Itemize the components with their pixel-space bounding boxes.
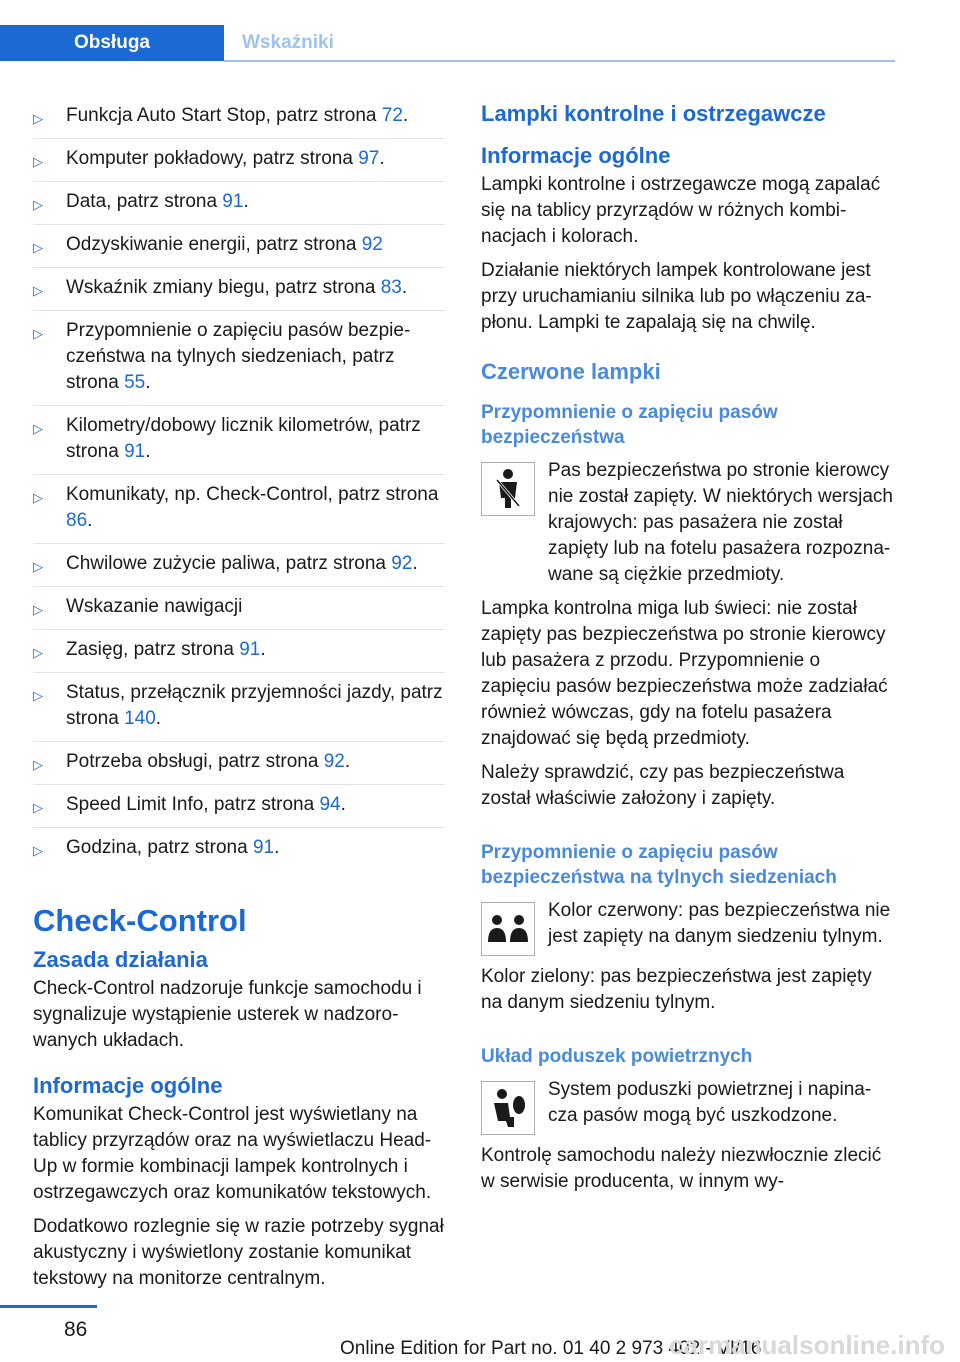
list-divider <box>33 405 445 406</box>
list-item-text: Komunikaty, np. Check-Control, patrz strona <box>66 484 439 505</box>
list-item-punctuation: . <box>145 441 151 462</box>
list-item-text: Odzyskiwanie energii, patrz strona <box>66 234 362 255</box>
list-item-text: Speed Limit Info, patrz strona <box>66 794 320 815</box>
right-column <box>481 100 893 1203</box>
triangle-right-icon: ▷ <box>33 843 43 858</box>
list-divider <box>33 224 445 225</box>
list-divider <box>33 543 445 544</box>
seatbelt-warning-icon <box>481 462 535 516</box>
page-reference-link[interactable]: 55 <box>124 372 146 393</box>
page-reference-link[interactable]: 92 <box>361 234 383 255</box>
list-item-punctuation: . <box>243 191 249 212</box>
list-divider <box>33 586 445 587</box>
list-divider <box>33 827 445 828</box>
list-divider <box>33 629 445 630</box>
list-item <box>33 591 445 623</box>
list-item <box>33 634 445 666</box>
page-number: 86 <box>64 1318 88 1341</box>
lampki-info-paragraph-1: Lampki kontrolne i ostrzegawcze mogą zapalać się na tablicy przyrządów w różnych kombinacjach i kolorach. <box>481 174 881 247</box>
triangle-right-icon: ▷ <box>33 111 43 126</box>
belt-row <box>481 458 893 588</box>
list-item <box>33 548 445 580</box>
triangle-right-icon: ▷ <box>33 757 43 772</box>
list-item-text: Wskazanie nawigacji <box>66 596 243 617</box>
page-reference-link[interactable]: 140 <box>124 708 156 729</box>
belt-title: Przypomnienie o zapięciu pasów bezpieczeństwa <box>481 402 778 448</box>
list-item-punctuation: . <box>274 837 280 858</box>
list-item-punctuation: . <box>401 277 408 298</box>
rear-belt-row <box>481 898 893 956</box>
triangle-right-icon: ▷ <box>33 800 43 815</box>
page-reference-link[interactable]: 72 <box>381 105 403 126</box>
list-item-text: Godzina, patrz strona <box>66 837 253 858</box>
triangle-right-icon: ▷ <box>33 154 43 169</box>
list-divider <box>33 741 445 742</box>
tab-wskazniki[interactable]: Wskaźniki <box>224 25 353 61</box>
list-item-text: Przypomnienie o zapięciu pasów bezpieczeństwa na tylnych siedzeniach, patrz strona <box>66 320 411 393</box>
list-divider <box>33 181 445 182</box>
list-item-punctuation: . <box>87 510 93 531</box>
subsection-title-red: Czerwone lampki <box>481 359 661 384</box>
tab-obsluga[interactable]: Obsługa <box>0 25 224 61</box>
section-title-check-control: Check-Control <box>33 903 247 938</box>
triangle-right-icon: ▷ <box>33 645 43 660</box>
list-divider <box>33 672 445 673</box>
edition-text: Online Edition for Part no. 01 40 2 973 402 - VI/16 <box>340 1338 762 1359</box>
list-item-text: Funkcja Auto Start Stop, patrz strona <box>66 105 382 126</box>
list-item-punctuation: . <box>340 794 346 815</box>
zasada-text: Check-Control nadzoruje funkcje samochodu i sygnalizuje wystąpienie usterek w nadzorowanych układach. <box>33 978 422 1051</box>
left-column <box>33 100 445 1300</box>
list-divider <box>33 310 445 311</box>
lampki-info-paragraph-2: Działanie niektórych lampek kontrolowane jest przy uruchamianiu silnika lub po włączeniu zapłonu. Lampki te zapalają się na chwilę. <box>481 260 872 333</box>
list-item <box>33 410 445 468</box>
list-item-punctuation: . <box>145 372 151 393</box>
list-item <box>33 143 445 175</box>
list-item-punctuation: . <box>379 148 385 169</box>
airbag-warning-icon <box>481 1081 535 1135</box>
list-item-text: Zasięg, patrz strona <box>66 639 240 660</box>
list-item-text: Status, przełącznik przyjemności jazdy, patrz strona <box>66 682 443 729</box>
list-divider <box>33 267 445 268</box>
triangle-right-icon: ▷ <box>33 421 43 436</box>
list-item-punctuation: . <box>260 639 266 660</box>
list-item <box>33 315 445 399</box>
info-paragraph-2: Dodatkowo rozlegnie się w razie potrzeby sygnał akustyczny i wyświetlony zostanie komunikat tekstowy na monitorze centralnym. <box>33 1216 444 1289</box>
triangle-right-icon: ▷ <box>33 283 43 298</box>
indicator-list <box>33 100 445 864</box>
list-item-text: Potrzeba obsługi, patrz strona <box>66 751 324 772</box>
airbag-row <box>481 1077 893 1135</box>
belt-paragraph-2: Lampka kontrolna miga lub świeci: nie został zapięty pas bezpieczeństwa po stronie kierowcy lub pasażera z przodu. Przypomnienie o zapięciu pasów bezpieczeństwa może zadziałać również wówczas, gdy na fotelu pasażera znajdować się będą przedmioty. <box>481 598 888 749</box>
list-item-punctuation: . <box>344 751 351 772</box>
list-item <box>33 186 445 218</box>
page-reference-link[interactable]: 83 <box>380 277 402 298</box>
header-tabs <box>0 25 353 61</box>
subsection-title-zasada: Zasada działania <box>33 947 208 972</box>
page-reference-link[interactable]: 86 <box>66 510 88 531</box>
watermark: carmanualsonline.info <box>669 1330 945 1360</box>
list-item-text: Data, patrz strona <box>66 191 223 212</box>
subsection-title-info-right: Informacje ogólne <box>481 143 671 168</box>
list-item-text: Wskaźnik zmiany biegu, patrz strona <box>66 277 381 298</box>
page-reference-link[interactable]: 92 <box>323 751 345 772</box>
list-item <box>33 832 445 864</box>
belt-paragraph-1: Pas bezpieczeństwa po stronie kierowcy nie został zapięty. W niektórych wersjach krajowych: pas pasażera nie został zapięty lub na fotelu pasażera rozpoznawane są ciężkie przedmioty. <box>548 460 893 585</box>
list-item-punctuation: . <box>412 553 418 574</box>
triangle-right-icon: ▷ <box>33 240 43 255</box>
rear-seatbelt-icon <box>481 902 535 956</box>
list-item-punctuation: . <box>155 708 162 729</box>
page-reference-link[interactable]: 97 <box>358 148 380 169</box>
triangle-right-icon: ▷ <box>33 326 43 341</box>
list-item <box>33 479 445 537</box>
rear-belt-paragraph-1: Kolor czerwony: pas bezpieczeństwa nie jest zapięty na danym siedzeniu tylnym. <box>548 900 891 947</box>
page-reference-link[interactable]: 91 <box>124 441 146 462</box>
list-divider <box>33 784 445 785</box>
triangle-right-icon: ▷ <box>33 197 43 212</box>
triangle-right-icon: ▷ <box>33 490 43 505</box>
list-item-text: Komputer pokładowy, patrz strona <box>66 148 359 169</box>
airbag-title: Układ poduszek powietrznych <box>481 1046 753 1067</box>
info-paragraph-1: Komunikat Check-Control jest wyświetlany na tablicy przyrządów oraz na wyświetlaczu Head-Up w formie kombinacji lampek kontrolnych i ostrzegawczych oraz komunikatów tekstowych. <box>33 1104 432 1203</box>
list-item <box>33 229 445 261</box>
triangle-right-icon: ▷ <box>33 688 43 703</box>
section-title-lampki: Lampki kontrolne i ostrzegawcze <box>481 101 826 126</box>
triangle-right-icon: ▷ <box>33 602 43 617</box>
page-reference-link[interactable]: 94 <box>319 794 341 815</box>
list-item <box>33 789 445 821</box>
page-reference-link[interactable]: 92 <box>391 553 413 574</box>
subsection-title-info: Informacje ogólne <box>33 1073 223 1098</box>
header-rule <box>224 60 895 62</box>
page-reference-link[interactable]: 91 <box>252 837 275 858</box>
rear-belt-paragraph-2: Kolor zielony: pas bezpieczeństwa jest zapięty na danym siedzeniu tylnym. <box>481 966 872 1013</box>
list-item-punctuation: . <box>402 105 409 126</box>
page-reference-link[interactable]: 91 <box>222 191 244 212</box>
list-item-text: Chwilowe zużycie paliwa, patrz strona <box>66 553 392 574</box>
airbag-paragraph-2: Kontrolę samochodu należy niezwłocznie zlecić w serwisie producenta, w innym wy- <box>481 1145 882 1192</box>
list-item <box>33 746 445 778</box>
triangle-right-icon: ▷ <box>33 559 43 574</box>
list-divider <box>33 138 445 139</box>
list-divider <box>33 474 445 475</box>
list-item <box>33 272 445 304</box>
page-reference-link[interactable]: 91 <box>239 639 261 660</box>
rear-belt-title: Przypomnienie o zapięciu pasów bezpieczeństwa na tylnych siedzeniach <box>481 842 837 888</box>
list-item <box>33 677 445 735</box>
footer-rule <box>0 1305 97 1308</box>
belt-paragraph-3: Należy sprawdzić, czy pas bezpieczeństwa został właściwie założony i zapięty. <box>481 762 845 809</box>
airbag-paragraph-1: System poduszki powietrznej i napinacza pasów mogą być uszkodzone. <box>548 1079 872 1126</box>
list-item-text: Kilometry/dobowy licznik kilometrów, patrz strona <box>66 415 421 462</box>
list-item <box>33 100 445 132</box>
